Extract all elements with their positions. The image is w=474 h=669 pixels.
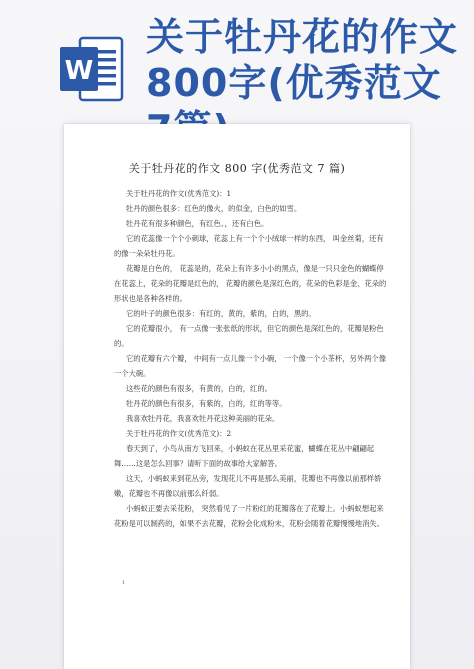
paragraph: 它的花瓣很小， 有一点像一张张纸的形状，但它的颜色是深红色的，花瓣是粉色的。 [114,324,384,348]
page-number: 1 [122,580,126,586]
section-heading-1: 关于牡丹花的作文(优秀范文)：1 [126,189,232,198]
banner-title-line1: 关于牡丹花的作文 [146,15,459,59]
paragraph: 它的花瓣有六个瓣， 中间有一点儿像一个小碗， 一个像一个小茶杯，另外两个像一个大碗。 [114,354,387,378]
document-title: 关于牡丹花的作文 800 字(优秀范文 7 篇) [128,162,346,175]
document-page [64,124,410,669]
paragraph: 它的花蕊像一个个小刺球，花蕊上有一个个小绒球一样的东西， 叫金丝菊，还有的像一朵朵牡丹花。 [114,234,384,258]
document-body [114,186,390,531]
paragraph: 它的叶子的颜色很多：有红的，黄的，紫的，白的，黑的。 [126,309,316,318]
word-document-icon [58,34,124,104]
paragraph: 春天到了，小鸟从南方飞回来，小蚂蚁在花丛里采花蜜，蝴蝶在花丛中翩翩起舞……这是怎么回事？请听下面的故事给大家解答。 [114,444,375,468]
paragraph: 小蚂蚁正要去采花粉， 突然看见了一片粉红的花瓣落在了花瓣上。小蚂蚁想起来花粉是可以制药的，如果不去花瓣，花粉会化成粉末，花粉会随着花瓣慢慢地消失。 [114,504,384,528]
banner [0,0,474,120]
paragraph: 花瓣是白色的， 花蕊是的，花朵上有许多小小的黑点，像是一只只金色的蝴蝶停在花蕊上，花朵的花瓣是红色的， 花瓣的颜色是深红色的，花朵的色彩是金、花朵的形状也是各种各样的。 [114,264,387,303]
paragraph: 牡丹花有很多种颜色，有红色、，还有白色。 [126,219,269,228]
section-heading-2: 关于牡丹花的作文(优秀范文)：2 [126,429,232,438]
paragraph: 我喜欢牡丹花，我喜欢牡丹花这种美丽的花朵。 [126,414,280,423]
paragraph: 牡丹的颜色很多：红色的像火，的似金，白色的如雪。 [126,204,302,213]
paragraph: 这些花的颜色有很多，有黄的，白的，红的。 [126,384,272,393]
banner-title-line2: 800字(优秀范文 [146,61,442,105]
paragraph: 牡丹花的颜色有很多，有紫的，白的，红的等等。 [126,399,287,408]
word-icon-letter: W [64,56,94,86]
paragraph: 这天，小蚂蚁来到花丛旁，发现花儿不再是那么美丽，花瓣也不再像以前那样娇嫩，花瓣也不再像以前那么纤弱。 [114,474,382,498]
